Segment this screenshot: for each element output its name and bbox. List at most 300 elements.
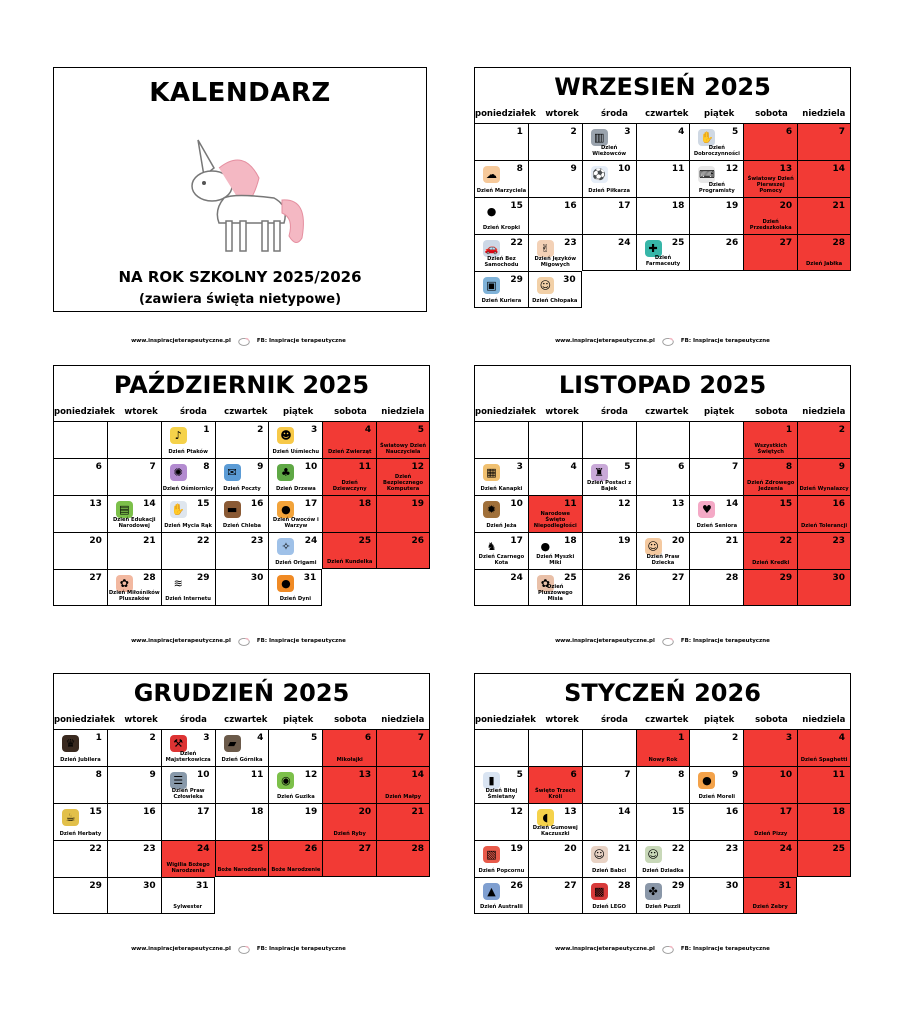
empty-day-cell: [689, 421, 743, 458]
day-number: 17: [779, 807, 793, 817]
month-calendar: [474, 67, 851, 308]
day-number: 17: [618, 201, 631, 211]
day-cell: [53, 803, 107, 840]
day-number: 24: [510, 573, 523, 583]
day-cell: [474, 123, 528, 160]
day-grid: [53, 421, 430, 606]
day-number: 5: [624, 462, 631, 472]
event-label: Dzień Jubilera: [60, 757, 101, 764]
day-cell: [528, 532, 582, 569]
event-label: Dzień Bezpiecznego Komputera: [383, 474, 424, 493]
empty-cell: [689, 271, 743, 308]
dot-icon: ●: [483, 203, 500, 220]
day-number: 14: [832, 164, 845, 174]
day-number: 20: [564, 844, 577, 854]
origami-icon: ✧: [277, 538, 294, 555]
footer-site[interactable]: www.inspiracjeterapeutyczne.pl: [555, 946, 655, 952]
event-label: Dzień Pizzy: [754, 831, 788, 838]
event-label: Dzień Praw Człowieka: [171, 788, 205, 801]
day-number: 10: [510, 499, 523, 509]
event-label: Dzień Miłośników Pluszaków: [108, 590, 160, 603]
footer-site[interactable]: www.inspiracjeterapeutyczne.pl: [131, 946, 231, 952]
event-label: Dzień Programisty: [698, 182, 735, 195]
day-number: 15: [89, 807, 102, 817]
day-number: 22: [510, 238, 523, 248]
cover-title: KALENDARZ: [149, 78, 331, 108]
month-calendar: [474, 673, 851, 914]
event-label: Nowy Rok: [648, 757, 678, 764]
day-cell: [528, 803, 582, 840]
event-label: Narodowe Święto Niepodległości: [533, 511, 577, 530]
day-cell: [474, 877, 528, 914]
day-cell: [528, 766, 582, 803]
day-cell: [689, 458, 743, 495]
day-number: 5: [732, 127, 739, 137]
button-icon: ◉: [277, 772, 294, 789]
wifi-icon: ≋: [170, 575, 187, 592]
duck-icon: ◖: [537, 809, 554, 826]
day-cell: [322, 495, 376, 532]
day-number: 3: [624, 127, 631, 137]
day-cell: [582, 840, 636, 877]
day-number: 18: [564, 536, 577, 546]
day-number: 1: [95, 733, 102, 743]
smile-icon: ☻: [277, 427, 294, 444]
day-number: 27: [671, 573, 685, 583]
weekday-label: wtorek: [545, 715, 579, 725]
day-cell: [528, 160, 582, 197]
event-label: Dzień Ośmiornicy: [162, 486, 214, 493]
day-number: 2: [257, 425, 264, 435]
footer-fb: FB: Inspiracje terapeutyczne: [256, 638, 346, 644]
weekday-label: sobota: [334, 715, 367, 725]
unicorn-mini-icon: [235, 634, 253, 648]
day-number: 16: [725, 807, 739, 817]
weekday-label: piątek: [283, 715, 314, 725]
teapot-icon: ☕: [62, 809, 79, 826]
day-cell: [743, 877, 797, 914]
day-number: 26: [304, 844, 318, 854]
event-label: Dzień Kuriera: [481, 298, 522, 305]
day-number: 25: [564, 573, 577, 583]
day-number: 21: [411, 807, 424, 817]
empty-day-cell: [474, 421, 528, 458]
event-label: Święto Trzech Króli: [535, 788, 576, 801]
day-cell: [53, 495, 107, 532]
month-title: GRUDZIEŃ 2025: [53, 673, 430, 711]
day-cell: [474, 271, 528, 308]
footer-site[interactable]: www.inspiracjeterapeutyczne.pl: [131, 638, 231, 644]
weekday-label: sobota: [755, 109, 788, 119]
day-cell: [161, 877, 215, 914]
day-number: 22: [197, 536, 210, 546]
day-number: 19: [304, 807, 318, 817]
day-cell: [743, 803, 797, 840]
event-label: Dzień Mycia Rąk: [164, 523, 213, 530]
day-cell: [322, 803, 376, 840]
day-number: 18: [250, 807, 264, 817]
day-number: 12: [618, 499, 631, 509]
day-cell: [528, 458, 582, 495]
unicorn-mini-icon: [659, 634, 677, 648]
day-number: 6: [678, 462, 685, 472]
day-number: 3: [516, 462, 523, 472]
day-number: 15: [197, 499, 210, 509]
day-cell: [582, 877, 636, 914]
day-cell: [689, 197, 743, 234]
day-number: 29: [671, 881, 685, 891]
footer-fb: FB: Inspiracje terapeutyczne: [680, 946, 770, 952]
mickey-icon: ●: [537, 538, 554, 555]
month-title: WRZESIEŃ 2025: [474, 67, 851, 105]
day-number: 4: [257, 733, 264, 743]
day-number: 16: [143, 807, 156, 817]
footballer-icon: ⚽: [592, 168, 607, 181]
empty-day-cell: [474, 729, 528, 766]
weekday-label: niedziela: [802, 407, 846, 417]
month-title: STYCZEŃ 2026: [474, 673, 851, 711]
event-label: Dzień Bitej Śmietany: [485, 788, 518, 801]
empty-cell: [582, 271, 636, 308]
day-number: 3: [203, 733, 210, 743]
day-number: 13: [564, 807, 577, 817]
weekday-label: wtorek: [124, 407, 158, 417]
day-cell: [161, 495, 215, 532]
day-cell: [636, 569, 690, 606]
empty-day-cell: [582, 421, 636, 458]
weekday-label: sobota: [755, 407, 788, 417]
day-cell: [689, 803, 743, 840]
day-cell: [528, 840, 582, 877]
event-label: Dzień Zebry: [752, 904, 788, 911]
day-cell: [161, 840, 215, 877]
event-label: Dzień Tolerancji: [800, 523, 848, 530]
day-cell: [53, 766, 107, 803]
grandma-icon: ☺: [591, 846, 608, 863]
event-label: Dzień Chleba: [222, 523, 262, 530]
weekday-label: czwartek: [645, 715, 689, 725]
day-cell: [107, 458, 161, 495]
day-cell: [161, 803, 215, 840]
event-label: Dzień Kanapki: [480, 486, 523, 493]
weekday-label: czwartek: [224, 407, 268, 417]
day-cell: [689, 532, 743, 569]
day-number: 4: [570, 462, 577, 472]
weekday-label: czwartek: [645, 109, 689, 119]
day-cell: [689, 840, 743, 877]
event-label: Dzień Moreli: [698, 794, 736, 801]
day-number: 16: [832, 499, 845, 509]
day-cell: [376, 532, 430, 569]
day-number: 2: [149, 733, 156, 743]
day-number: 14: [725, 499, 739, 509]
day-cell: [582, 495, 636, 532]
day-cell: [215, 495, 269, 532]
day-number: 2: [838, 425, 845, 435]
day-cell: [53, 569, 107, 606]
empty-cell: [322, 569, 376, 606]
day-cell: [268, 840, 322, 877]
empty-day-cell: [582, 729, 636, 766]
black-cat-icon: ♞: [483, 538, 500, 555]
day-number: 8: [516, 164, 523, 174]
day-cell: [528, 569, 582, 606]
seniors-icon: ♥: [698, 501, 715, 518]
day-number: 4: [838, 733, 845, 743]
weekday-header: [53, 711, 430, 729]
day-cell: [161, 729, 215, 766]
day-number: 25: [832, 844, 845, 854]
month-calendar: [474, 365, 851, 606]
day-number: 20: [671, 536, 685, 546]
day-number: 23: [250, 536, 264, 546]
cover-subtitle: NA ROK SZKOLNY 2025/2026: [118, 268, 362, 286]
day-cell: [376, 729, 430, 766]
event-label: Dzień Małpy: [385, 794, 421, 801]
day-cell: [322, 532, 376, 569]
weekday-label: sobota: [334, 407, 367, 417]
event-label: Dzień Zwierząt: [327, 449, 372, 456]
weekday-label: poniedziałek: [54, 715, 115, 725]
weekday-label: środa: [179, 715, 207, 725]
day-number: 10: [618, 164, 631, 174]
sandwich-icon: ▦: [483, 464, 500, 481]
footer: [50, 334, 427, 348]
footer-site[interactable]: www.inspiracjeterapeutyczne.pl: [555, 338, 655, 344]
day-number: 24: [779, 844, 793, 854]
grandpa-icon: ☺: [645, 846, 662, 863]
day-cell: [53, 877, 107, 914]
tree-icon: ♣: [277, 464, 294, 481]
day-cell: [215, 729, 269, 766]
day-number: 19: [618, 536, 631, 546]
day-number: 12: [304, 770, 318, 780]
day-number: 6: [95, 462, 102, 472]
day-grid: [53, 729, 430, 914]
day-cell: [636, 160, 690, 197]
event-label: Dzień Origami: [275, 560, 317, 567]
tools-icon: ⚒: [170, 735, 187, 752]
event-label: Dzień Spaghetti: [800, 757, 848, 764]
day-number: 29: [197, 573, 210, 583]
popcorn-icon: ▧: [483, 846, 500, 863]
day-number: 10: [304, 462, 318, 472]
event-label: Dzień LEGO: [592, 904, 626, 911]
day-number: 30: [143, 881, 156, 891]
day-number: 19: [725, 201, 739, 211]
event-label: Dzień Ryby: [333, 831, 366, 838]
event-label: Dzień Chłopaka: [532, 298, 578, 305]
lego-icon: ▩: [591, 883, 608, 900]
empty-day-cell: [528, 421, 582, 458]
day-number: 19: [510, 844, 523, 854]
day-number: 17: [197, 807, 210, 817]
month-calendar: [53, 365, 430, 606]
day-cell: [268, 766, 322, 803]
event-label: Dzień Popcornu: [478, 868, 525, 875]
day-cell: [528, 271, 582, 308]
day-cell: [474, 234, 528, 271]
event-label: Dzień Herbaty: [59, 831, 102, 838]
day-number: 8: [678, 770, 685, 780]
day-number: 8: [95, 770, 102, 780]
day-number: 1: [785, 425, 793, 435]
day-number: 8: [203, 462, 210, 472]
event-label: Dzień Wieżowców: [592, 145, 627, 158]
day-cell: [268, 729, 322, 766]
day-cell: [582, 123, 636, 160]
day-number: 14: [411, 770, 424, 780]
weekday-label: sobota: [755, 715, 788, 725]
event-label: Dzień Marzyciela: [476, 188, 527, 195]
event-label: Dzień Postaci z Bajek: [587, 480, 632, 493]
day-number: 18: [358, 499, 372, 509]
weekday-label: piątek: [283, 407, 314, 417]
day-number: 29: [779, 573, 793, 583]
event-label: Dzień Farmaceuty: [645, 255, 681, 268]
boy-icon: ☺: [537, 277, 554, 294]
weekday-label: wtorek: [545, 109, 579, 119]
footer: [474, 334, 851, 348]
empty-cell: [797, 271, 851, 308]
day-cell: [743, 234, 797, 271]
day-cell: [161, 569, 215, 606]
day-cell: [474, 160, 528, 197]
day-number: 2: [732, 733, 739, 743]
day-cell: [689, 766, 743, 803]
day-cell: [797, 840, 851, 877]
event-label: Dzień Dobroczynności: [693, 145, 740, 158]
month-title: LISTOPAD 2025: [474, 365, 851, 403]
day-cell: [797, 803, 851, 840]
day-number: 23: [725, 844, 739, 854]
weekday-header: [474, 711, 851, 729]
weekday-label: środa: [600, 715, 628, 725]
apricot-icon: ●: [698, 772, 715, 789]
empty-cell: [215, 877, 269, 914]
day-cell: [743, 160, 797, 197]
day-cell: [582, 160, 636, 197]
day-number: 9: [732, 770, 739, 780]
event-label: Dzień Edukacji Narodowej: [112, 517, 156, 530]
unicorn-mini-icon: [235, 334, 253, 348]
day-cell: [322, 729, 376, 766]
day-cell: [636, 495, 690, 532]
footer-site[interactable]: www.inspiracjeterapeutyczne.pl: [555, 638, 655, 644]
day-number: 18: [671, 201, 685, 211]
day-cell: [107, 532, 161, 569]
day-cell: [797, 569, 851, 606]
day-cell: [215, 421, 269, 458]
event-label: Dzień Piłkarza: [588, 188, 630, 195]
bird-icon: ♪: [170, 427, 187, 444]
event-label: Dzień Poczty: [223, 486, 261, 493]
minecart-icon: ▰: [224, 735, 241, 752]
day-cell: [636, 197, 690, 234]
weekday-label: wtorek: [124, 715, 158, 725]
day-cell: [215, 569, 269, 606]
day-number: 11: [564, 499, 577, 509]
cover-panel: [53, 67, 427, 312]
day-number: 29: [89, 881, 102, 891]
day-number: 4: [364, 425, 372, 435]
fairytale-icon: ♜: [591, 464, 608, 481]
day-cell: [797, 234, 851, 271]
car-icon: 🚗: [484, 242, 499, 255]
event-label: Dzień Seniora: [696, 523, 738, 530]
day-cell: [474, 840, 528, 877]
day-number: 1: [516, 127, 523, 137]
day-cell: [636, 766, 690, 803]
day-cell: [797, 766, 851, 803]
footer-fb: FB: Inspiracje terapeutyczne: [256, 338, 346, 344]
day-cell: [797, 532, 851, 569]
day-number: 11: [358, 462, 372, 472]
hand-icon: ✋: [700, 131, 714, 144]
day-number: 31: [778, 881, 792, 891]
cream-icon: ▮: [483, 772, 500, 789]
day-cell: [743, 532, 797, 569]
day-number: 18: [832, 807, 845, 817]
hedgehog-icon: ✹: [483, 501, 500, 518]
day-number: 13: [358, 770, 372, 780]
day-number: 26: [618, 573, 631, 583]
footer-site[interactable]: www.inspiracjeterapeutyczne.pl: [131, 338, 231, 344]
event-label: Mikołajki: [336, 757, 363, 764]
month-calendar: [53, 673, 430, 914]
day-number: 28: [411, 844, 424, 854]
day-cell: [582, 234, 636, 271]
day-number: 25: [358, 536, 372, 546]
day-cell: [376, 458, 430, 495]
day-number: 30: [725, 881, 739, 891]
day-cell: [582, 569, 636, 606]
day-number: 2: [570, 127, 577, 137]
day-cell: [474, 569, 528, 606]
event-label: Dzień Kropki: [482, 225, 521, 232]
day-cell: [161, 532, 215, 569]
event-label: Dzień Puzzli: [645, 904, 681, 911]
footer: [474, 942, 851, 956]
plush-icon: ✿: [116, 575, 133, 592]
day-cell: [268, 803, 322, 840]
day-grid: [474, 729, 851, 914]
day-cell: [636, 803, 690, 840]
day-number: 19: [411, 499, 424, 509]
footer-fb: FB: Inspiracje terapeutyczne: [680, 638, 770, 644]
day-number: 12: [510, 807, 523, 817]
day-number: 14: [618, 807, 631, 817]
day-cell: [689, 234, 743, 271]
day-cell: [322, 421, 376, 458]
day-number: 13: [89, 499, 102, 509]
event-label: Dzień Guzika: [276, 794, 315, 801]
pharmacy-icon: ✚: [645, 240, 662, 257]
day-cell: [474, 766, 528, 803]
event-label: Dzień Praw Dziecka: [646, 554, 680, 567]
empty-cell: [268, 877, 322, 914]
weekday-label: czwartek: [645, 407, 689, 417]
day-cell: [322, 840, 376, 877]
event-label: Sylwester: [173, 904, 203, 911]
day-number: 22: [89, 844, 102, 854]
footer: [50, 634, 427, 648]
event-label: Dzień Czarnego Kota: [478, 554, 525, 567]
day-number: 31: [303, 573, 317, 583]
day-number: 11: [250, 770, 264, 780]
day-number: 13: [671, 499, 685, 509]
sign-hand-icon: ✌: [537, 240, 554, 257]
